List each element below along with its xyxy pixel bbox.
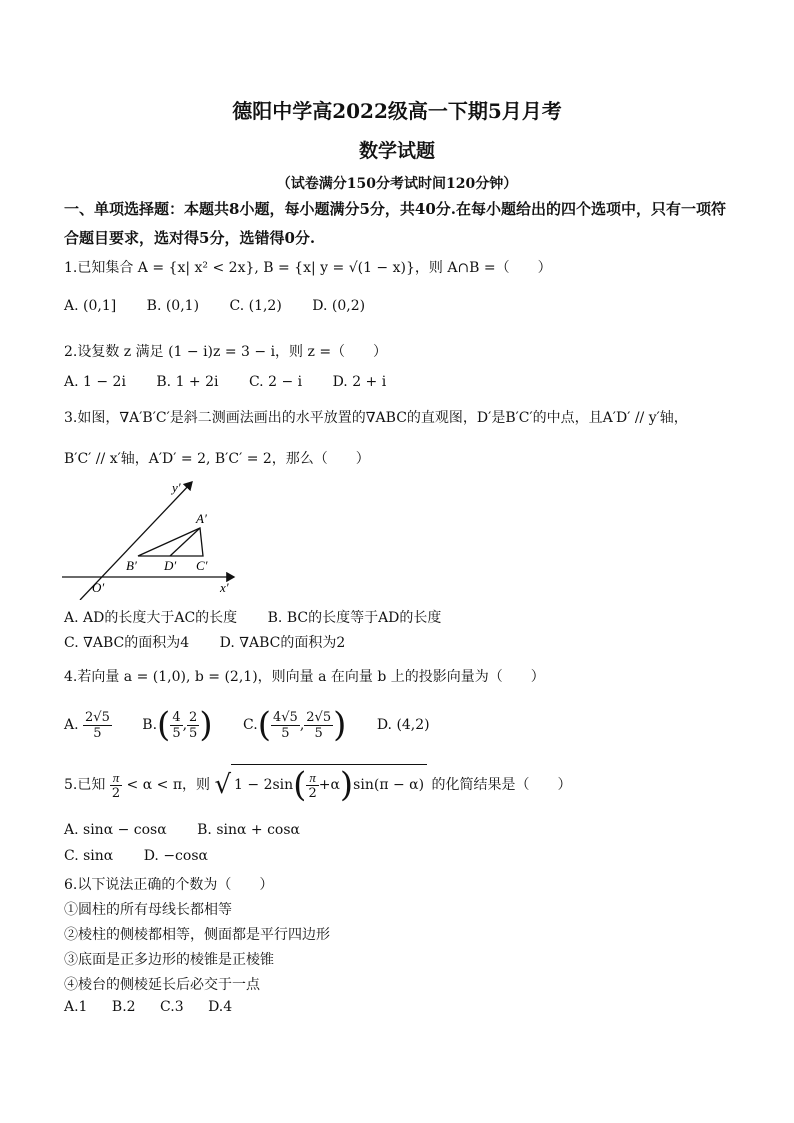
fraction xyxy=(83,710,112,741)
fraction xyxy=(271,710,300,741)
question-1-options xyxy=(64,298,391,314)
label-x-axis: x′ xyxy=(220,580,229,595)
option-d: D.4 xyxy=(208,999,233,1015)
condition: < α < π，则 xyxy=(126,777,211,793)
radicand-part: sin(π − α) xyxy=(353,777,425,793)
inner-rest: +α xyxy=(318,777,340,793)
option-a xyxy=(64,705,112,745)
question-2-stem: 2.设复数 z 满足 (1 − i)z = 3 − i，则 z =（ ） xyxy=(64,344,388,360)
numerator: π xyxy=(110,770,122,786)
label-b: B′ xyxy=(126,558,137,573)
paren: ( xyxy=(257,705,271,745)
oblique-projection-diagram xyxy=(58,476,248,600)
numerator: 2 xyxy=(189,709,198,725)
paren: ) xyxy=(333,705,347,745)
question-6-stem: 6.以下说法正确的个数为（ ） xyxy=(64,877,274,893)
question-3-stem-line2: B′C′ // x′轴，A′D′ = 2, B′C′ = 2，那么（ ） xyxy=(64,451,370,467)
option-d: D. 2 + i xyxy=(332,374,387,390)
question-4-stem: 4.若向量 a = (1,0), b = (2,1)，则向量 a 在向量 b 上的投影向量为（ ） xyxy=(64,669,545,685)
option-a: A.1 xyxy=(64,999,88,1015)
option-b: B.2 xyxy=(111,999,136,1015)
numerator: 2√5 xyxy=(85,709,110,725)
numerator: 4 xyxy=(172,709,181,725)
option-c: C.( $\frac{4√5}{5}$ , $\frac{2√5}{5}$ ) xyxy=(243,705,347,745)
option-a: A. sinα − cosα xyxy=(64,822,167,838)
option-a: A. AD的长度大于AC的长度 xyxy=(64,610,238,626)
option-b: B.( $\frac{4}{5}$ , $\frac{2}{5}$ ) xyxy=(142,705,213,745)
option-c-label: C. xyxy=(243,717,258,733)
option-a-label: A. xyxy=(64,717,79,733)
exam-note: （试卷满分150分考试时间120分钟） xyxy=(276,176,518,192)
radicand-part: 1 − 2sin xyxy=(234,777,294,793)
question-3-options-row2 xyxy=(64,632,371,652)
option-b-label: B. xyxy=(142,717,158,733)
option-c: C. (1,2) xyxy=(229,298,282,314)
question-5-options-row1 xyxy=(64,822,326,838)
option-c: C. 2 − i xyxy=(248,374,303,390)
option-b: B. (0,1) xyxy=(146,298,200,314)
label-d: D′ xyxy=(164,558,177,573)
numerator: 4√5 xyxy=(272,709,298,725)
statement-1: ①圆柱的所有母线长都相等 xyxy=(64,902,232,918)
option-a: A. 1 − 2i xyxy=(64,374,126,390)
option-c: C. ∇ABC的面积为4 xyxy=(64,635,190,651)
fraction xyxy=(306,770,318,801)
fraction xyxy=(304,710,333,741)
option-d: D. (0,2) xyxy=(312,298,366,314)
exam-title: 德阳中学高2022级高一下期5月月考 xyxy=(232,99,562,123)
label-a: A′ xyxy=(196,511,207,526)
option-d: D. −cosα xyxy=(143,848,208,864)
radicand xyxy=(231,764,427,805)
paren: ) xyxy=(339,765,354,805)
stem-suffix: 的化简结果是（ ） xyxy=(431,777,572,793)
question-4-options xyxy=(64,705,456,745)
label-origin: O′ xyxy=(92,580,105,595)
denominator: 5 xyxy=(93,725,102,741)
question-3-options-row1 xyxy=(64,607,467,627)
option-d: D. ∇ABC的面积为2 xyxy=(219,635,346,651)
radical-sign: √ xyxy=(214,770,232,800)
option-c: C.3 xyxy=(160,999,184,1015)
option-d: D. (4,2) xyxy=(376,717,430,733)
fraction xyxy=(110,770,122,801)
paren: ( xyxy=(293,765,307,805)
question-2-options xyxy=(64,374,412,390)
section-heading: 一、单项选择题：本题共8小题，每小题满分5分，共40分.在每小题给出的四个选项中，只有一项符合题目要求，选对得5分，选错得0分. xyxy=(64,200,726,247)
statement-4: ④棱台的侧棱延长后必交于一点 xyxy=(64,977,260,993)
triangle-abc xyxy=(138,528,203,556)
numerator: π xyxy=(306,770,318,786)
denominator: 2 xyxy=(308,785,317,801)
numerator: 2√5 xyxy=(306,709,332,725)
option-a: A. (0,1] xyxy=(64,298,117,314)
label-c: C′ xyxy=(196,558,208,573)
label-y-axis: y′ xyxy=(172,480,181,495)
option-b: B. 1 + 2i xyxy=(156,374,219,390)
question-3-stem-line1: 3.如图，∇A′B′C′是斜二测画法画出的水平放置的∇ABC的直观图，D′是B′C′的中点，且A′D′ // y′轴， xyxy=(64,410,688,426)
denominator: 5 xyxy=(189,725,198,741)
segment-ad xyxy=(170,528,200,556)
question-6-options xyxy=(64,999,252,1015)
paren: ( xyxy=(157,705,171,745)
exam-subject: 数学试题 xyxy=(358,140,435,162)
question-1-stem: 1.已知集合 A = {x| x² < 2x}, B = {x| y = √(1 − x)}，则 A∩B =（ ） xyxy=(64,260,552,276)
question-5-options-row2 xyxy=(64,848,234,864)
option-b: B. sinα + cosα xyxy=(197,822,301,838)
denominator: 5 xyxy=(314,725,323,741)
statement-3: ③底面是正多边形的棱锥是正棱锥 xyxy=(64,952,274,968)
stem-prefix: 5.已知 xyxy=(64,777,106,793)
denominator: 5 xyxy=(172,725,181,741)
option-c: C. sinα xyxy=(64,848,114,864)
denominator: 2 xyxy=(111,785,121,801)
question-5-stem xyxy=(64,764,572,805)
option-b: B. BC的长度等于AD的长度 xyxy=(267,610,442,626)
paren: ) xyxy=(199,705,213,745)
denominator: 5 xyxy=(281,725,290,741)
fraction xyxy=(170,710,182,741)
fraction xyxy=(187,710,199,741)
statement-2: ②棱柱的侧棱都相等，侧面都是平行四边形 xyxy=(64,927,330,943)
